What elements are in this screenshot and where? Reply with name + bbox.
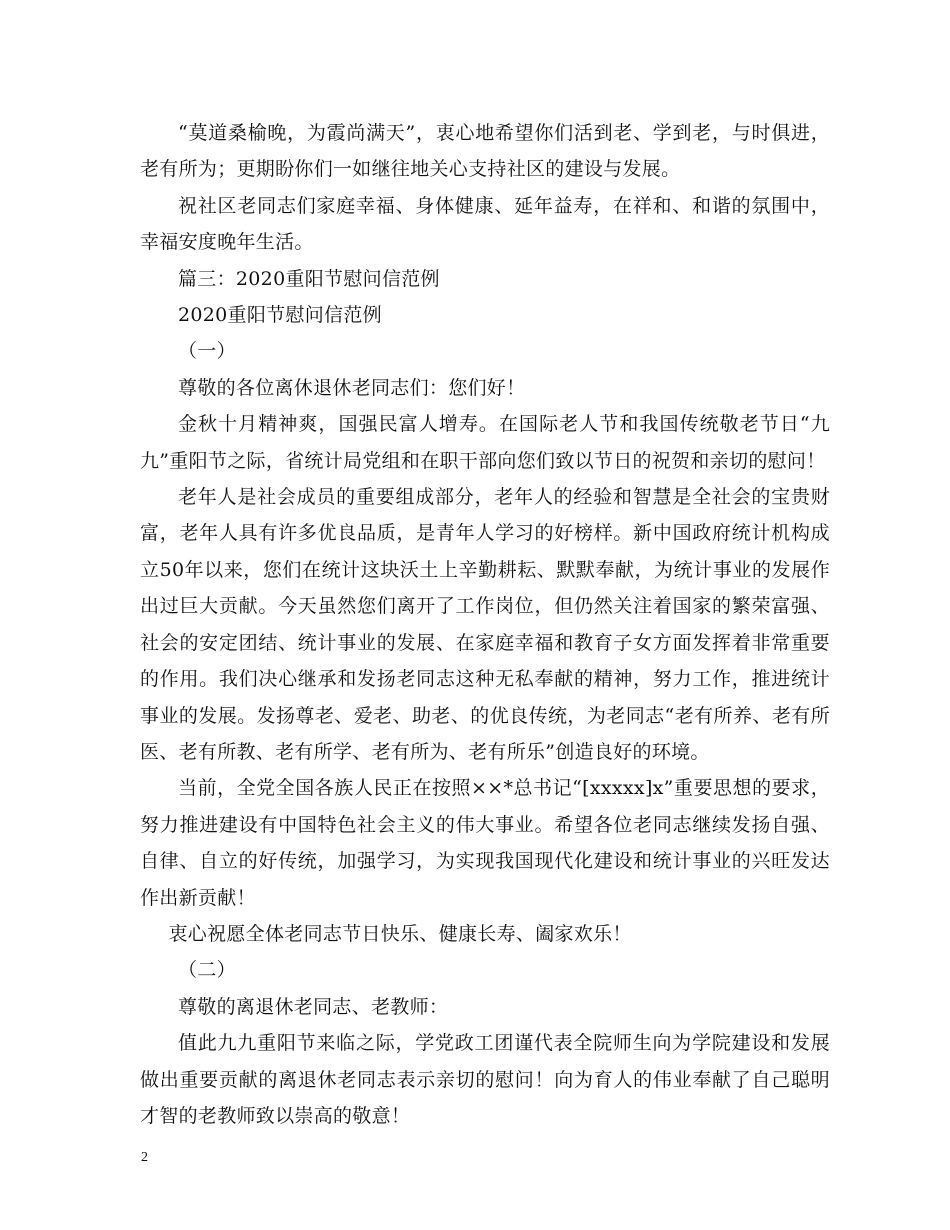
salutation-two: 尊敬的离退休老同志、老教师： xyxy=(178,995,449,1018)
page-number: 2 xyxy=(141,1150,148,1165)
salutation-one: 尊敬的各位离休退休老同志们：您们好！ xyxy=(178,376,526,399)
section-heading: 篇三：2020重阳节慰问信范例 xyxy=(178,267,440,290)
document-body xyxy=(140,115,830,1134)
paragraph-1: “莫道桑榆晚，为霞尚满天”，衷心地希望你们活到老、学到老，与时俱进，老有所为；更期盼你们一如继往地关心支持社区的建设与发展。 xyxy=(140,122,830,181)
letter-number-two: （二） xyxy=(178,959,236,982)
paragraph-2: 祝社区老同志们家庭幸福、身体健康、延年益寿，在祥和、和谐的氛围中，幸福安度晚年生活。 xyxy=(140,194,830,254)
paragraph-wishes: 衷心祝愿全体老同志节日快乐、健康长寿、阖家欢乐！ xyxy=(168,922,632,945)
letter-title: 2020重阳节慰问信范例 xyxy=(178,304,382,327)
paragraph-elderly: 老年人是社会成员的重要组成部分，老年人的经验和智慧是全社会的宝贵财富，老年人具有许多优良品质，是青年人学习的好榜样。新中国政府统计机构成立50年以来，您们在统计这块沃土上辛勤耕耘、默默奉献，为统计事业的发展作出过巨大贡献。今天虽然您们离开了工作岗位，但仍然关注着国家的繁荣富强、社会的安定团结、统计事业的发展、在家庭幸福和教育子女方面发挥着非常重要的作用。我们决心继承和发扬老同志这种无私奉献的精神，努力工作，推进统计事业的发展。发扬尊老、爱老、助老、的优良传统，为老同志“老有所养、老有所医、老有所教、老有所学、老有所为、老有所乐”创造良好的环境。 xyxy=(140,486,830,763)
letter-number-one: （一） xyxy=(178,340,236,363)
paragraph-college: 值此九九重阳节来临之际，学党政工团谨代表全院师生向为学院建设和发展做出重要贡献的离退休老同志表示亲切的慰问！向为育人的伟业奉献了自己聪明才智的老教师致以崇高的敬意！ xyxy=(140,1032,830,1127)
paragraph-current: 当前，全党全国各族人民正在按照××*总书记“[xxxxx]x”重要思想的要求，努力推进建设有中国特色社会主义的伟大事业。希望各位老同志继续发扬自强、自律、自立的好传统，加强学习，为实现我国现代化建设和统计事业的兴旺发达作出新贡献！ xyxy=(140,777,830,909)
paragraph-festival: 金秋十月精神爽，国强民富人增寿。在国际老人节和我国传统敬老节日“九九”重阳节之际，省统计局党组和在职干部向您们致以节日的祝贺和亲切的慰问！ xyxy=(140,413,830,472)
